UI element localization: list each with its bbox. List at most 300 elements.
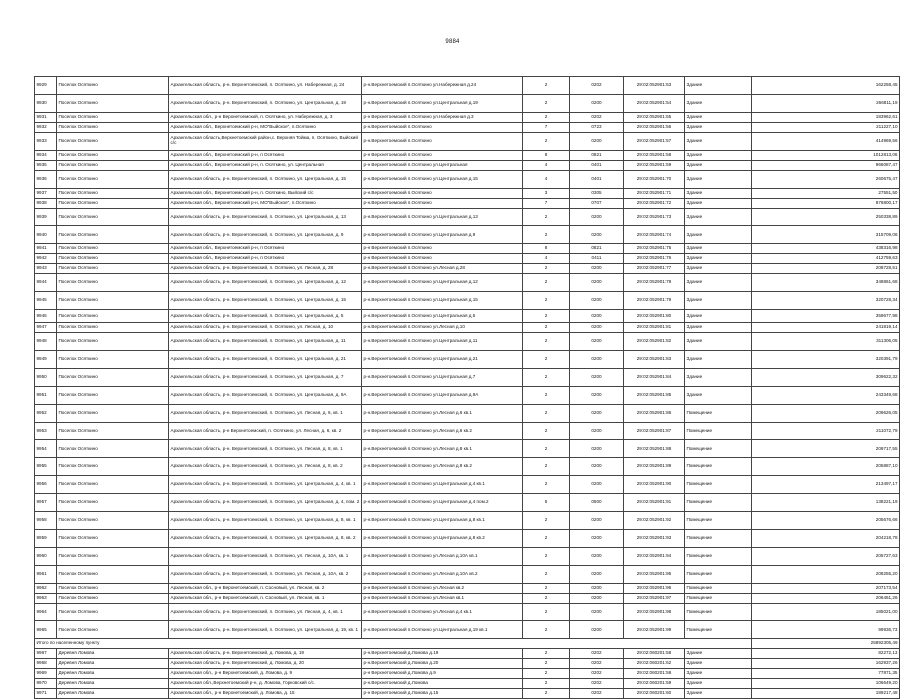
code-2-cell: 0200	[570, 351, 624, 369]
code-2-cell: 0200	[570, 94, 624, 112]
short-address-cell: р-н Верхнетоемский п.Осяткино ул.Лесная кв.1	[362, 593, 523, 603]
code-2-cell: 0305	[570, 188, 624, 198]
table-row	[35, 583, 900, 593]
short-address-cell: р-н.Верхнетоемский п.Осяткино ул.Лесная д.4 кв.1	[362, 603, 523, 621]
cadastral-value-cell: 209717,55	[752, 440, 900, 458]
settlement-name-cell: Поселок Осяткино	[57, 208, 169, 226]
row-id-cell: 9971	[35, 689, 57, 699]
address-cell: Архангельская обл., р-н Верхнетоемский, п. Сосновый, ул. Лесная, кв. 1	[169, 593, 362, 603]
code-1-cell: 2	[523, 593, 570, 603]
row-id-cell: 9943	[35, 264, 57, 274]
table-row	[35, 310, 900, 323]
address-cell: Архангельская область, р-н. Верхнетоемский, п. Осяткино, ул. Центральная, д. 12	[169, 274, 362, 292]
code-2-cell: 0200	[570, 603, 624, 621]
code-1-cell: 2	[523, 386, 570, 404]
object-type-cell: Здание	[685, 689, 752, 699]
settlement-name-cell: Поселок Осяткино	[57, 94, 169, 112]
object-type-cell: Здание	[685, 310, 752, 323]
row-id-cell: 9929	[35, 77, 57, 95]
object-type-cell: Здание	[685, 368, 752, 386]
address-cell: Архангельская область, р-н. Верхнетоемский, п. Осяткино, ул. Лесная, д. 10А, кв. 2	[169, 565, 362, 583]
short-address-cell: р-н.Верхнетоемский п.Осяткино ул.Центральная д.15	[362, 292, 523, 310]
row-id-cell: 9940	[35, 226, 57, 244]
object-type-cell: Помещение	[685, 404, 752, 422]
short-address-cell: р-н Верхнетоемский д.Ломова д.15	[362, 689, 523, 699]
code-2-cell: 0202	[570, 669, 624, 679]
code-2-cell: 0200	[570, 458, 624, 476]
table-row	[35, 274, 900, 292]
code-1-cell: 2	[523, 621, 570, 639]
cadastral-number-cell: 29:02:052901:70	[624, 170, 685, 188]
cadastral-number-cell: 29:02:052901:87	[624, 422, 685, 440]
settlement-name-cell: Поселок Осяткино	[57, 404, 169, 422]
settlement-name-cell: Поселок Осяткино	[57, 264, 169, 274]
code-2-cell: 0200	[570, 333, 624, 351]
cadastral-value-cell: 250338,89	[752, 208, 900, 226]
table-row	[35, 333, 900, 351]
cadastral-number-cell: 29:02:052901:72	[624, 198, 685, 208]
row-id-cell: 9934	[35, 150, 57, 160]
cadastral-number-cell: 29:02:052901:75	[624, 244, 685, 254]
code-2-cell: 0500	[570, 494, 624, 512]
settlement-name-cell: Поселок Осяткино	[57, 244, 169, 254]
cadastral-number-cell: 29:02:052901:56	[624, 122, 685, 132]
object-type-cell: Здание	[685, 160, 752, 170]
cadastral-number-cell: 29:02:052901:96	[624, 583, 685, 593]
code-1-cell: 5	[523, 494, 570, 512]
short-address-cell: р-н Верхнетоемский п.Осяткино ул.Лесная кв.2	[362, 583, 523, 593]
cadastral-number-cell: 29:02:052901:71	[624, 188, 685, 198]
address-cell: Архангельская область, р-н. Верхнетоемский, п. Осяткино, ул. Центральная, д. 9	[169, 226, 362, 244]
cadastral-value-cell: 211227,10	[752, 122, 900, 132]
code-2-cell: 0200	[570, 583, 624, 593]
address-cell: Архангельская область, р-н. Верхнетоемский, п. Осяткино, ул. Лесная, д. 8, кв. 1	[169, 440, 362, 458]
settlement-name-cell: Поселок Осяткино	[57, 310, 169, 323]
cadastral-number-cell: 29:02:052901:95	[624, 565, 685, 583]
cadastral-value-cell: 185021,00	[752, 603, 900, 621]
code-2-cell: 0202	[570, 77, 624, 95]
address-cell: Архангельская область, р-н. Верхнетоемский, д. Ломова, д. 19	[169, 649, 362, 659]
table-row	[35, 404, 900, 422]
object-type-cell: Здание	[685, 274, 752, 292]
table-row	[35, 593, 900, 603]
code-1-cell: 2	[523, 529, 570, 547]
short-address-cell: р-н Верхнетоемский п.Осяткино ул.Центральная	[362, 160, 523, 170]
cadastral-number-cell: 29:02:052901:73	[624, 208, 685, 226]
short-address-cell: р-н.Верхнетоемский п.Осяткино	[362, 198, 523, 208]
object-type-cell: Здание	[685, 323, 752, 333]
cadastral-value-cell: 243349,68	[752, 386, 900, 404]
settlement-name-cell: Поселок Осяткино	[57, 368, 169, 386]
cadastral-value-cell: 260675,47	[752, 170, 900, 188]
short-address-cell: р-н.Верхнетоемский п.Осяткино ул.Центральная д.11	[362, 333, 523, 351]
cadastral-number-cell: 29:02:052901:59	[624, 160, 685, 170]
cadastral-number-cell: 29:02:060201:58	[624, 649, 685, 659]
address-cell: Архангельская область, р-н. Верхнетоемский, п. Осяткино, ул. Центральная, д. 4, кв. 1	[169, 476, 362, 494]
row-id-cell: 9941	[35, 244, 57, 254]
cadastral-value-cell: 77871,35	[752, 669, 900, 679]
code-2-cell: 0200	[570, 368, 624, 386]
code-1-cell: 2	[523, 679, 570, 689]
cadastral-value-cell: 966087,47	[752, 160, 900, 170]
short-address-cell: р-н.Верхнетоемский п.Осяткино ул.Лесная д.10А кв.1	[362, 547, 523, 565]
row-id-cell: 9964	[35, 603, 57, 621]
code-1-cell: 2	[523, 669, 570, 679]
short-address-cell: р-н Верхнетоемский п.Осяткино	[362, 254, 523, 264]
code-2-cell: 0200	[570, 323, 624, 333]
code-1-cell: 4	[523, 254, 570, 264]
code-1-cell: 2	[523, 458, 570, 476]
code-2-cell: 0200	[570, 440, 624, 458]
short-address-cell: р-н.Верхнетоемский д.Ломова д.20	[362, 659, 523, 669]
settlement-name-cell: Поселок Осяткино	[57, 547, 169, 565]
object-type-cell: Здание	[685, 112, 752, 122]
short-address-cell: р-н Верхнетоемский п.Осяткино ул.Лесная д.6 кв.2	[362, 422, 523, 440]
cadastral-number-cell: 29:02:060201:59	[624, 679, 685, 689]
settlement-name-cell: Поселок Осяткино	[57, 458, 169, 476]
short-address-cell: р-н.Верхнетоемский д.Ломова д.19	[362, 649, 523, 659]
cadastral-number-cell: 29:02:052901:81	[624, 323, 685, 333]
table-row	[35, 198, 900, 208]
address-cell: Архангельская область, р-н. Верхнетоемский, п. Осяткино, ул. Центральная, д. 8, кв. 1	[169, 512, 362, 530]
short-address-cell: р-н.Верхнетоемский п.Осяткино ул.Лесная д.10А кв.2	[362, 565, 523, 583]
row-id-cell: 9946	[35, 310, 57, 323]
object-type-cell: Здание	[685, 170, 752, 188]
code-1-cell: 2	[523, 404, 570, 422]
total-row	[35, 639, 900, 649]
row-id-cell: 9938	[35, 198, 57, 208]
address-cell: Архангельская обл., р-н Верхнетоемский, д. Ломова, д. 9	[169, 669, 362, 679]
row-id-cell: 9950	[35, 368, 57, 386]
address-cell: Архангельская область, р-н. Верхнетоемский, п. Осяткино, ул. Центральная, д. 15	[169, 292, 362, 310]
short-address-cell: р-н.Верхнетоемский п.Осяткино ул.Центральная д.21	[362, 351, 523, 369]
code-1-cell: 2	[523, 649, 570, 659]
table-row	[35, 689, 900, 699]
cadastral-value-cell: 414969,56	[752, 132, 900, 150]
settlement-name-cell: Поселок Осяткино	[57, 188, 169, 198]
settlement-name-cell: Поселок Осяткино	[57, 565, 169, 583]
code-2-cell: 0200	[570, 593, 624, 603]
cadastral-value-cell: 106649,20	[752, 679, 900, 689]
table-row	[35, 649, 900, 659]
table-row	[35, 132, 900, 150]
code-1-cell: 2	[523, 333, 570, 351]
cadastral-number-cell: 29:02:060201:58	[624, 669, 685, 679]
settlement-name-cell: Деревня Ломова	[57, 659, 169, 669]
table-row	[35, 565, 900, 583]
address-cell: Архангельская область, р-н. Верхнетоемский, п. Осяткино, ул. Лесная, д. 8, кв. 2	[169, 458, 362, 476]
settlement-name-cell: Поселок Осяткино	[57, 292, 169, 310]
settlement-name-cell: Поселок Осяткино	[57, 132, 169, 150]
address-cell: Архангельская область, р-н Верхнетоемский, п. Осяткино, ул. Лесная, д. 6, кв. 2	[169, 422, 362, 440]
code-2-cell: 0202	[570, 112, 624, 122]
row-id-cell: 9955	[35, 458, 57, 476]
code-1-cell: 2	[523, 422, 570, 440]
object-type-cell: Здание	[685, 208, 752, 226]
row-id-cell: 9961	[35, 565, 57, 583]
settlement-name-cell: Поселок Осяткино	[57, 77, 169, 95]
cadastral-number-cell: 29:02:052901:97	[624, 593, 685, 603]
cadastral-value-cell: 209626,05	[752, 404, 900, 422]
table-row	[35, 386, 900, 404]
settlement-name-cell: Поселок Осяткино	[57, 323, 169, 333]
short-address-cell: р-н.Верхнетоемский п.Осяткино ул.Лесная д.28	[362, 264, 523, 274]
row-id-cell: 9957	[35, 494, 57, 512]
table-row	[35, 77, 900, 95]
cadastral-value-cell: 205887,10	[752, 458, 900, 476]
cadastral-value-cell: 311306,05	[752, 333, 900, 351]
cadastral-number-cell: 29:02:052901:86	[624, 404, 685, 422]
cadastral-number-cell: 29:02:052901:99	[624, 621, 685, 639]
code-2-cell: 0401	[570, 160, 624, 170]
cadastral-value-cell: 213497,17	[752, 476, 900, 494]
address-cell: Архангельская область, р-н. Верхнетоемский, п. Осяткино, ул. Центральная, д. 11	[169, 333, 362, 351]
address-cell: Архангельская область, р-н. Верхнетоемский, п. Осяткино, ул. Лесная, д. 28	[169, 264, 362, 274]
address-cell: Архангельская область, р-н. Верхнетоемский, п. Осяткино, ул. Лесная, д. 4, кв. 1	[169, 603, 362, 621]
short-address-cell: р-н.Верхнетоемский п.Осяткино ул.Лесная д.10	[362, 323, 523, 333]
object-type-cell: Здание	[685, 669, 752, 679]
row-id-cell: 9944	[35, 274, 57, 292]
code-1-cell: 2	[523, 94, 570, 112]
settlement-name-cell: Поселок Осяткино	[57, 160, 169, 170]
cadastral-value-cell: 162258,45	[752, 77, 900, 95]
cadastral-value-cell: 876800,17	[752, 198, 900, 208]
short-address-cell: р-н.Верхнетоемский п.Осяткино	[362, 188, 523, 198]
cadastral-value-cell: 206451,26	[752, 593, 900, 603]
cadastral-value-cell: 189217,48	[752, 689, 900, 699]
code-2-cell: 0200	[570, 310, 624, 323]
object-type-cell: Здание	[685, 77, 752, 95]
address-cell: Архангельская область, р-н. Верхнетоемский, п. Осяткино, ул. Лесная, д. 10	[169, 323, 362, 333]
table-row	[35, 244, 900, 254]
short-address-cell: р-н.Верхнетоемский п.Осяткино ул.Центральная д.19	[362, 94, 523, 112]
code-2-cell: 0401	[570, 170, 624, 188]
settlement-name-cell: Поселок Осяткино	[57, 112, 169, 122]
cadastral-number-cell: 29:02:052901:84	[624, 368, 685, 386]
object-type-cell: Здание	[685, 198, 752, 208]
cadastral-number-cell: 29:02:052901:53	[624, 77, 685, 95]
table-row	[35, 323, 900, 333]
short-address-cell: р-н.Верхнетоемский п.Осяткино ул.Центральная д.9	[362, 226, 523, 244]
code-2-cell: 0200	[570, 274, 624, 292]
code-2-cell: 0202	[570, 649, 624, 659]
table-row	[35, 351, 900, 369]
settlement-name-cell: Поселок Осяткино	[57, 494, 169, 512]
cadastral-value-cell: 348861,68	[752, 274, 900, 292]
settlement-name-cell: Поселок Осяткино	[57, 476, 169, 494]
settlement-name-cell: Поселок Осяткино	[57, 386, 169, 404]
cadastral-number-cell: 29:02:052901:74	[624, 226, 685, 244]
short-address-cell: р-н.Верхнетоемский п.Осяткино ул.Центральная д.4 кв.1	[362, 476, 523, 494]
settlement-name-cell: Поселок Осяткино	[57, 621, 169, 639]
table-row	[35, 458, 900, 476]
code-2-cell: 0707	[570, 198, 624, 208]
code-1-cell: 2	[523, 77, 570, 95]
code-1-cell: 2	[523, 112, 570, 122]
code-1-cell: 2	[523, 264, 570, 274]
cadastral-number-cell: 29:02:052901:57	[624, 132, 685, 150]
row-id-cell: 9967	[35, 649, 57, 659]
code-1-cell: 7	[523, 122, 570, 132]
total-value: 25892305,49	[752, 639, 900, 649]
object-type-cell: Помещение	[685, 621, 752, 639]
short-address-cell: р-н.Верхнетоемский п.Осяткино ул.Центральная д.8 кв.2	[362, 529, 523, 547]
cadastral-number-cell: 29:02:052901:78	[624, 274, 685, 292]
cadastral-value-cell: 162937,26	[752, 659, 900, 669]
code-2-cell: 0200	[570, 512, 624, 530]
settlement-name-cell: Поселок Осяткино	[57, 170, 169, 188]
cadastral-number-cell: 29:02:052901:94	[624, 547, 685, 565]
code-1-cell: 2	[523, 440, 570, 458]
object-type-cell: Здание	[685, 264, 752, 274]
settlement-name-cell: Поселок Осяткино	[57, 254, 169, 264]
cadastral-value-cell: 138221,19	[752, 494, 900, 512]
short-address-cell: р-н.Верхнетоемский п.Осяткино ул.Центральная д.13	[362, 208, 523, 226]
cadastral-value-cell: 438316,98	[752, 244, 900, 254]
row-id-cell: 9963	[35, 593, 57, 603]
short-address-cell: р-н.Верхнетоемский п.Осяткино ул.Центральная д.4 пом.2	[362, 494, 523, 512]
settlement-name-cell: Поселок Осяткино	[57, 274, 169, 292]
object-type-cell: Помещение	[685, 512, 752, 530]
address-cell: Архангельская обл., Верхнетоемский р-н, п. Осяткино, ул. Центральная	[169, 160, 362, 170]
cadastral-value-cell: 205676,66	[752, 512, 900, 530]
object-type-cell: Здание	[685, 659, 752, 669]
cadastral-value-cell: 320391,79	[752, 351, 900, 369]
cadastral-number-cell: 29:02:052901:93	[624, 529, 685, 547]
row-id-cell: 9939	[35, 208, 57, 226]
cadastral-value-cell: 27551,50	[752, 188, 900, 198]
table-row	[35, 112, 900, 122]
address-cell: Архангельская область, р-н. Верхнетоемский, п. Осяткино, ул. Лесная, д. 10А, кв. 1	[169, 547, 362, 565]
cadastral-value-cell: 183962,61	[752, 112, 900, 122]
cadastral-value-cell: 320728,34	[752, 292, 900, 310]
total-label: Итого по населенному пункту	[35, 639, 752, 649]
settlement-name-cell: Поселок Осяткино	[57, 422, 169, 440]
code-1-cell: 2	[523, 323, 570, 333]
code-2-cell: 0200	[570, 547, 624, 565]
cadastral-number-cell: 29:02:052901:79	[624, 292, 685, 310]
object-type-cell: Здание	[685, 254, 752, 264]
code-1-cell: 2	[523, 476, 570, 494]
object-type-cell: Помещение	[685, 603, 752, 621]
code-1-cell: 7	[523, 198, 570, 208]
row-id-cell: 9965	[35, 621, 57, 639]
table-row	[35, 547, 900, 565]
settlement-name-cell: Поселок Осяткино	[57, 593, 169, 603]
table-row	[35, 494, 900, 512]
code-1-cell: 2	[523, 351, 570, 369]
table-row	[35, 679, 900, 689]
object-type-cell: Здание	[685, 94, 752, 112]
cadastral-value-cell: 208255,20	[752, 565, 900, 583]
cadastral-number-cell: 29:02:052901:77	[624, 264, 685, 274]
code-2-cell: 0200	[570, 386, 624, 404]
address-cell: Архангельская обл., р-н Верхнетоемский, д. Ломова, д. 15	[169, 689, 362, 699]
short-address-cell: р-н.Верхнетоемский п.Осяткино ул.Центральная д.15	[362, 170, 523, 188]
row-id-cell: 9936	[35, 170, 57, 188]
cadastral-value-cell: 309622,32	[752, 368, 900, 386]
cadastral-number-cell: 29:02:052901:58	[624, 150, 685, 160]
row-id-cell: 9942	[35, 254, 57, 264]
code-1-cell: 2	[523, 226, 570, 244]
settlement-name-cell: Поселок Осяткино	[57, 603, 169, 621]
address-cell: Архангельская область, р-н. Верхнетоемский, д. Ломова, д. 20	[169, 659, 362, 669]
property-table	[34, 76, 900, 699]
code-1-cell: 8	[523, 150, 570, 160]
code-1-cell: 2	[523, 659, 570, 669]
cadastral-value-cell: 207173,54	[752, 583, 900, 593]
row-id-cell: 9953	[35, 422, 57, 440]
address-cell: Архангельская область,Верхнетоемский район,с. Верхняя Тойма, п. Осяткино, Выйский с/с	[169, 132, 362, 150]
table-row	[35, 368, 900, 386]
address-cell: Архангельская обл., Верхнетоемский р-н, п. Осяткино, Выйский с/с	[169, 188, 362, 198]
code-2-cell: 0202	[570, 689, 624, 699]
address-cell: Архангельская область, р-н. Верхнетоемский, п. Осяткино, ул. Центральная, д. 19	[169, 94, 362, 112]
object-type-cell: Здание	[685, 649, 752, 659]
row-id-cell: 9947	[35, 323, 57, 333]
table-row	[35, 669, 900, 679]
table-row	[35, 621, 900, 639]
settlement-name-cell: Деревня Ломова	[57, 649, 169, 659]
short-address-cell: р-н.Верхнетоемский п.Осяткино ул.Центральная д.9А	[362, 386, 523, 404]
table-row	[35, 94, 900, 112]
row-id-cell: 9959	[35, 529, 57, 547]
table-row	[35, 292, 900, 310]
code-1-cell: 2	[523, 274, 570, 292]
cadastral-number-cell: 29:02:052901:88	[624, 440, 685, 458]
cadastral-value-cell: 241819,14	[752, 323, 900, 333]
cadastral-value-cell: 412759,63	[752, 254, 900, 264]
cadastral-value-cell: 266811,19	[752, 94, 900, 112]
short-address-cell: р-н Верхнетоемский п.Осяткино	[362, 244, 523, 254]
cadastral-value-cell: 99936,73	[752, 621, 900, 639]
object-type-cell: Помещение	[685, 565, 752, 583]
cadastral-value-cell: 211072,79	[752, 422, 900, 440]
table-row	[35, 512, 900, 530]
object-type-cell: Здание	[685, 386, 752, 404]
cadastral-number-cell: 29:02:060201:60	[624, 689, 685, 699]
row-id-cell: 9962	[35, 583, 57, 593]
table-row	[35, 122, 900, 132]
code-2-cell: 0200	[570, 264, 624, 274]
cadastral-value-cell: 82272,13	[752, 649, 900, 659]
code-2-cell: 0202	[570, 679, 624, 689]
settlement-name-cell: Поселок Осяткино	[57, 226, 169, 244]
row-id-cell: 9930	[35, 94, 57, 112]
short-address-cell: р-н.Верхнетоемский п.Осяткино ул.Центральная д.19 кв.1	[362, 621, 523, 639]
table-row	[35, 476, 900, 494]
code-1-cell: 2	[523, 565, 570, 583]
cadastral-number-cell: 29:02:052901:85	[624, 386, 685, 404]
settlement-name-cell: Поселок Осяткино	[57, 122, 169, 132]
code-1-cell: 2	[523, 689, 570, 699]
cadastral-number-cell: 29:02:052901:55	[624, 112, 685, 122]
cadastral-value-cell: 204218,78	[752, 529, 900, 547]
object-type-cell: Помещение	[685, 476, 752, 494]
row-id-cell: 9933	[35, 132, 57, 150]
code-2-cell: 0200	[570, 208, 624, 226]
row-id-cell: 9945	[35, 292, 57, 310]
short-address-cell: р-н Верхнетоемский п.Осяткино ул.Набережная д.3	[362, 112, 523, 122]
short-address-cell: р-н.Верхнетоемский п.Осяткино ул.Набережная д.24	[362, 77, 523, 95]
row-id-cell: 9952	[35, 404, 57, 422]
row-id-cell: 9935	[35, 160, 57, 170]
settlement-name-cell: Поселок Осяткино	[57, 440, 169, 458]
row-id-cell: 9958	[35, 512, 57, 530]
address-cell: Архангельская область, р-н. Верхнетоемский, п. Осяткино, ул. Лесная, д. 6, кв. 1	[169, 404, 362, 422]
table-row	[35, 440, 900, 458]
cadastral-value-cell: 208728,51	[752, 264, 900, 274]
